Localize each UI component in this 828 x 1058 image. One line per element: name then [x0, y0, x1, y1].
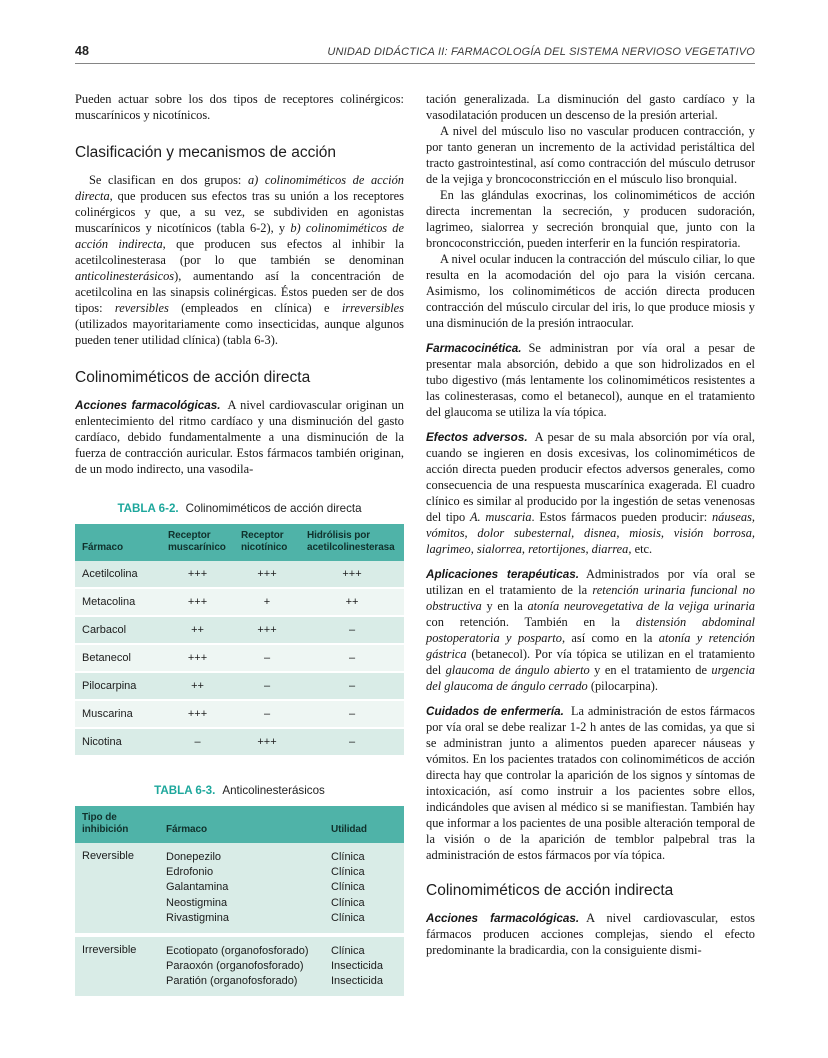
cell-line: Galantamina [166, 881, 229, 894]
cell-receptor-nicotinico: +++ [234, 561, 300, 588]
paragraph-farmacocinetica [426, 340, 755, 420]
cell-receptor-muscarinico: +++ [161, 700, 234, 728]
cell-receptor-nicotinico: +++ [234, 616, 300, 644]
table-row-group-irreversible [75, 937, 404, 998]
cell-utilidades [324, 843, 404, 934]
cell-line: Clínica [331, 896, 365, 909]
lead-acciones-farmacologicas: Acciones farmacológicas. [75, 399, 221, 412]
paragraph-acciones-farmacologicas-indirecta [426, 910, 755, 958]
table-row-muscarina [75, 700, 404, 728]
cell-line: Donepezilo [166, 851, 222, 864]
cell-receptor-nicotinico: – [234, 672, 300, 700]
cell-receptor-muscarinico: ++ [161, 672, 234, 700]
cell-utilidades [324, 937, 404, 998]
right-column [426, 91, 755, 998]
table-6-2 [75, 524, 404, 757]
cell-farmaco: Nicotina [75, 728, 161, 756]
section-farmacocinetica [426, 340, 755, 420]
table-6-3-header-row [75, 806, 404, 843]
cuidados-enfermeria-text: La administración de estos fármacos por vía oral se debe realizar 1-2 h antes de las comidas, ya que si se administran junto a alimentos pueden aparecer náuseas y vómitos. En los pacientes tratados con colinomiméticos de acción directa hay que controlar la aparición de los signos y síntomas de intoxicación, así como instruir a los pacientes sobre ellos, indicándoles que avisen al médico si se manifiestan. También hay que informar a los pacientes de una posible alteración temporal de la visión o de la aparición de temblor palpebral tras la administración de estos fármacos por vía tópica. [426, 704, 755, 863]
cell-receptor-muscarinico: +++ [161, 561, 234, 588]
paragraph-cuidados-enfermeria [426, 703, 755, 863]
cell-farmaco: Betanecol [75, 644, 161, 672]
heading-colinomimeticos-indirecta: Colinomiméticos de acción indirecta [426, 882, 674, 900]
heading-colinomimeticos-directa: Colinomiméticos de acción directa [75, 369, 311, 386]
cell-farmacos [159, 937, 324, 998]
running-head: UNIDAD DIDÁCTICA II: FARMACOLOGÍA DEL SISTEMA NERVIOSO VEGETATIVO [327, 46, 755, 58]
cell-line: Clínica [331, 911, 365, 924]
table-row-betanecol [75, 644, 404, 672]
table-6-3-title: Anticolinesterásicos [222, 784, 325, 798]
cell-line: Clínica [331, 866, 365, 879]
cell-hidrolisis: – [300, 700, 404, 728]
cell-farmaco: Metacolina [75, 588, 161, 616]
cell-line: Clínica [331, 881, 365, 894]
table-6-2-title: Colinomiméticos de acción directa [185, 502, 362, 516]
cell-receptor-muscarinico: – [161, 728, 234, 756]
two-column-layout [75, 91, 755, 998]
paragraph-continuacion: tación generalizada. La disminución del gasto cardíaco y la vasodilatación producen un descenso de la presión arterial. [426, 92, 755, 122]
header-rule [75, 63, 755, 64]
table-6-2-header-row [75, 524, 404, 561]
cell-tipo-inhibicion: Irreversible [75, 937, 159, 998]
table-row-acetilcolina [75, 561, 404, 588]
paragraph-intro: Pueden actuar sobre los dos tipos de receptores colinérgicos: muscarínicos y nicotínicos. [75, 92, 404, 122]
section-cuidados-enfermeria [426, 703, 755, 863]
table-row-carbacol [75, 616, 404, 644]
paragraph-clasificacion: Se clasifican en dos grupos: a) colinomiméticos de acción directa, que producen sus efectos tras su unión a los receptores colinérgicos y que, a su vez, se subdividen en agonistas muscarínicos y nicotínicos (tabla 6-2), y b) colinomiméticos de acción indirecta, que producen sus efectos al inhibir la acetilcolinesterasa (por lo que también se denominan anticolinesterásicos), aumentando así la concentración de acetilcolina en las sinapsis colinérgicas. Éstos pueden ser de dos tipos: reversibles (empleados en clínica) e irreversibles (utilizados mayoritariamente como insecticidas, aunque algunos pueden tener utilidad clínica) (tabla 6-3). [75, 173, 404, 347]
cell-hidrolisis: +++ [300, 561, 404, 588]
cell-hidrolisis: ++ [300, 588, 404, 616]
cell-farmacos [159, 843, 324, 934]
cell-line: Insecticida [331, 960, 383, 973]
aplicaciones-terapeuticas-text: Administrados por vía oral se utilizan en el tratamiento de la retención urinaria funcional no obstructiva y en la atonía neurovegetativa de la vejiga urinaria con retención. También en la distensión abdominal postoperatoria y posparto, así como en la atonía y retención gástrica (betanecol). Por vía tópica se utilizan en el tratamiento del glaucoma de ángulo abierto y en el tratamiento de urgencia del glaucoma de ángulo cerrado (pilocarpina). [426, 567, 755, 694]
paragraph-glandulas-exocrinas: En las glándulas exocrinas, los colinomiméticos de acción directa incrementan la secreción, y producen sudoración, lagrimeo, sialorrea y secreción bronquial que, junto con la broncoconstricción, pueden interferir en la función respiratoria. [426, 188, 755, 250]
cell-farmaco: Pilocarpina [75, 672, 161, 700]
col-header-utilidad: Utilidad [324, 806, 404, 843]
lead-cuidados-enfermeria: Cuidados de enfermería. [426, 705, 564, 719]
cell-line: Rivastigmina [166, 911, 229, 924]
acciones-indirecta-text: A nivel cardiovascular, estos fármacos producen acciones complejas, siendo el efecto predominante la bradicardia, con la consiguiente dismi- [426, 911, 755, 958]
cell-receptor-nicotinico: +++ [234, 728, 300, 756]
table-6-3 [75, 806, 404, 998]
col-header-receptor-nicotinico: Receptor nicotínico [234, 524, 300, 561]
section-aplicaciones-terapeuticas [426, 566, 755, 694]
table-6-3-caption [75, 784, 404, 797]
table-row-group-reversible [75, 843, 404, 934]
cell-line: Edrofonio [166, 866, 214, 879]
page-header [75, 44, 755, 58]
cell-receptor-nicotinico: – [234, 700, 300, 728]
cell-hidrolisis: – [300, 616, 404, 644]
cell-line: Insecticida [331, 975, 383, 988]
cell-receptor-nicotinico: – [234, 644, 300, 672]
table-6-2-caption [75, 502, 404, 515]
cell-line: Clínica [331, 851, 365, 864]
col-header-receptor-muscarinico: Receptor muscarínico [161, 524, 234, 561]
cell-receptor-muscarinico: ++ [161, 616, 234, 644]
lead-acciones-farmacologicas-indirecta: Acciones farmacológicas. [426, 912, 580, 926]
paragraph-aplicaciones-terapeuticas [426, 566, 755, 694]
lead-farmacocinetica: Farmacocinética. [426, 342, 522, 355]
cell-hidrolisis: – [300, 728, 404, 756]
cell-hidrolisis: – [300, 672, 404, 700]
lead-efectos-adversos: Efectos adversos. [426, 431, 528, 445]
cell-line: Paraoxón (organofosforado) [166, 960, 304, 973]
page-number: 48 [75, 44, 89, 58]
table-row-pilocarpina [75, 672, 404, 700]
cell-line: Clínica [331, 944, 365, 957]
col-header-farmaco: Fármaco [159, 806, 324, 843]
table-6-2-label: TABLA 6-2. [117, 502, 179, 516]
paragraph-nivel-ocular: A nivel ocular inducen la contracción del músculo ciliar, lo que resulta en la acomodación del ojo para la visión cercana. Asimismo, los colinomiméticos de acción directa producen contracción del músculo circular del iris, lo que produce miosis y una disminución de la presión intraocular. [426, 252, 755, 330]
table-row-metacolina [75, 588, 404, 616]
cell-line: Neostigmina [166, 896, 228, 909]
paragraph-efectos-adversos [426, 429, 755, 557]
cell-tipo-inhibicion: Reversible [75, 843, 159, 934]
cell-hidrolisis: – [300, 644, 404, 672]
cell-receptor-muscarinico: +++ [161, 644, 234, 672]
col-header-farmaco: Fármaco [75, 524, 161, 561]
paragraph-musculo-liso: A nivel del músculo liso no vascular producen contracción, y por tanto generan un incremento de la actividad peristáltica del tracto gastrointestinal, así como contracción del músculo detrusor de la vejiga y broncoconstricción en el músculo liso bronquial. [426, 124, 755, 186]
acciones-farmacologicas-text: A nivel cardiovascular originan un enlentecimiento del ritmo cardíaco y una disminución del gasto cardíaco, debido fundamentalmente a una disminución de la fuerza de contracción auricular. Estos fármacos también originan, de un modo indirecto, una vasodila- [75, 398, 404, 477]
cell-line: Ecotiopato (organofosforado) [166, 944, 309, 957]
cell-receptor-muscarinico: +++ [161, 588, 234, 616]
table-6-3-label: TABLA 6-3. [154, 784, 216, 798]
paragraph-acciones-farmacologicas-directa [75, 397, 404, 477]
left-column [75, 91, 404, 998]
table-row-nicotina [75, 728, 404, 756]
col-header-hidrolisis: Hidrólisis por acetilcolinesterasa [300, 524, 404, 561]
farmacocinetica-text: Se administran por vía oral a pesar de presentar mala absorción, debido a que son hidrolizados en el tubo digestivo (más lentamente los colinomiméticos resistentes a las colinesterasas, como el betanecol), aunque en el tratamiento del glaucoma se utiliza la vía tópica. [426, 341, 755, 420]
heading-clasificacion: Clasificación y mecanismos de acción [75, 144, 337, 161]
section-efectos-adversos [426, 429, 755, 557]
col-header-tipo-inhibicion: Tipo de inhibición [75, 806, 159, 843]
cell-farmaco: Carbacol [75, 616, 161, 644]
cell-farmaco: Acetilcolina [75, 561, 161, 588]
cell-line: Paratión (organofosforado) [166, 975, 298, 988]
efectos-adversos-text: A pesar de su mala absorción por vía oral, cuando se ingieren en dosis excesivas, los colinomiméticos de acción directa pueden producir efectos adversos generales, como consecuencia de una respuesta muscarínica exagerada. El cuadro clínico es similar al producido por la ingestión de setas venenosas del tipo A. muscaria. Estos fármacos pueden producir: náuseas, vómitos, dolor subesternal, disnea, miosis, visión borrosa, lagrimeo, sialorrea, retortijones, diarrea, etc. [426, 430, 755, 557]
cell-receptor-nicotinico: + [234, 588, 300, 616]
lead-aplicaciones-terapeuticas: Aplicaciones terapéuticas. [426, 568, 580, 582]
cell-farmaco: Muscarina [75, 700, 161, 728]
